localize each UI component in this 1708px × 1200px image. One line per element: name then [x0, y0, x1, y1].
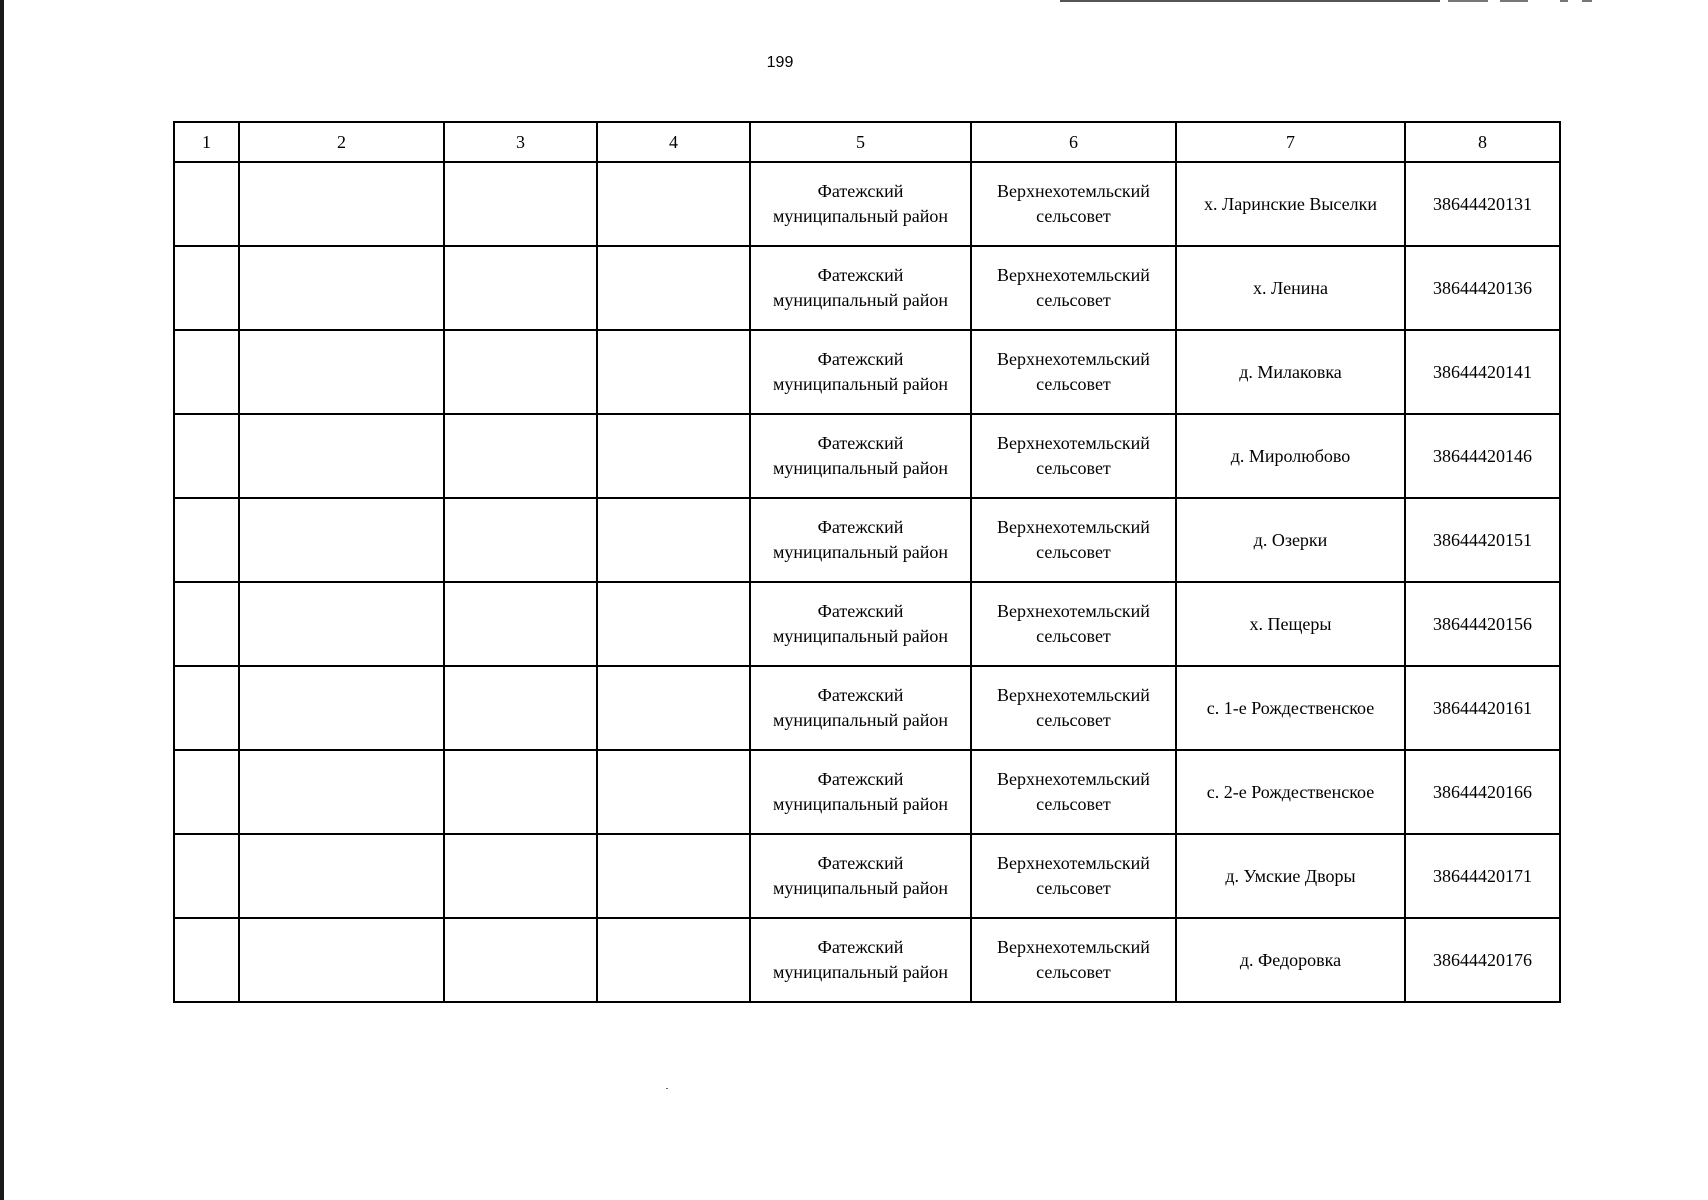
table-cell [597, 330, 750, 414]
district-cell: Фатежский муниципальный район [750, 834, 971, 918]
table-cell [444, 834, 597, 918]
table-cell [597, 750, 750, 834]
table-row [174, 918, 1560, 1002]
settlement-cell: д. Умские Дворы [1176, 834, 1405, 918]
table-cell [444, 750, 597, 834]
column-header: 7 [1176, 122, 1405, 162]
column-header: 5 [750, 122, 971, 162]
settlement-cell: д. Федоровка [1176, 918, 1405, 1002]
table-cell [174, 330, 239, 414]
scan-top-dash [1500, 0, 1528, 2]
page-number-text: 199 [766, 54, 794, 71]
district-cell: Фатежский муниципальный район [750, 498, 971, 582]
settlement-cell: д. Милаковка [1176, 330, 1405, 414]
table-cell [239, 414, 444, 498]
code-cell: 38644420146 [1405, 414, 1560, 498]
district-cell: Фатежский муниципальный район [750, 750, 971, 834]
table-cell [174, 498, 239, 582]
table-cell [239, 666, 444, 750]
table-row [174, 498, 1560, 582]
council-cell: Верхнехотемльский сельсовет [971, 498, 1176, 582]
table-cell [174, 246, 239, 330]
scan-speck [666, 1088, 668, 1089]
settlement-cell: д. Миролюбово [1176, 414, 1405, 498]
code-cell: 38644420176 [1405, 918, 1560, 1002]
column-header: 2 [239, 122, 444, 162]
table-cell [174, 834, 239, 918]
table-cell [444, 414, 597, 498]
table-cell [597, 666, 750, 750]
scan-left-edge [0, 0, 4, 1200]
code-cell: 38644420161 [1405, 666, 1560, 750]
table-cell [444, 498, 597, 582]
table-row [174, 750, 1560, 834]
table-cell [239, 330, 444, 414]
council-cell: Верхнехотемльский сельсовет [971, 162, 1176, 246]
table-row [174, 414, 1560, 498]
district-cell: Фатежский муниципальный район [750, 330, 971, 414]
district-cell: Фатежский муниципальный район [750, 246, 971, 330]
council-cell: Верхнехотемльский сельсовет [971, 582, 1176, 666]
table-cell [174, 414, 239, 498]
column-header: 8 [1405, 122, 1560, 162]
table-row [174, 246, 1560, 330]
district-cell: Фатежский муниципальный район [750, 666, 971, 750]
table-row [174, 834, 1560, 918]
table-cell [239, 582, 444, 666]
district-cell: Фатежский муниципальный район [750, 414, 971, 498]
table-cell [174, 750, 239, 834]
table-cell [174, 666, 239, 750]
table-header-row [174, 122, 1560, 162]
scan-top-line [1060, 0, 1440, 2]
settlement-cell: д. Озерки [1176, 498, 1405, 582]
table-cell [444, 666, 597, 750]
table-cell [174, 582, 239, 666]
table-cell [444, 582, 597, 666]
table-row [174, 666, 1560, 750]
table-row [174, 162, 1560, 246]
council-cell: Верхнехотемльский сельсовет [971, 330, 1176, 414]
scan-top-dash [1560, 0, 1568, 2]
table-cell [444, 918, 597, 1002]
table-cell [174, 918, 239, 1002]
code-cell: 38644420151 [1405, 498, 1560, 582]
settlement-cell: х. Ларинские Выселки [1176, 162, 1405, 246]
code-cell: 38644420141 [1405, 330, 1560, 414]
table-row [174, 582, 1560, 666]
table-cell [239, 750, 444, 834]
table-cell [444, 162, 597, 246]
settlement-cell: х. Пещеры [1176, 582, 1405, 666]
table-cell [597, 414, 750, 498]
council-cell: Верхнехотемльский сельсовет [971, 246, 1176, 330]
table-cell [597, 498, 750, 582]
table-cell [239, 834, 444, 918]
settlement-cell: х. Ленина [1176, 246, 1405, 330]
council-cell: Верхнехотемльский сельсовет [971, 834, 1176, 918]
table-cell [239, 498, 444, 582]
settlement-cell: с. 2-е Рождественское [1176, 750, 1405, 834]
code-cell: 38644420171 [1405, 834, 1560, 918]
column-header: 1 [174, 122, 239, 162]
table-cell [597, 834, 750, 918]
scan-top-dash [1448, 0, 1488, 2]
table-cell [444, 246, 597, 330]
table-cell [597, 162, 750, 246]
column-header: 6 [971, 122, 1176, 162]
table-cell [444, 330, 597, 414]
page-number [0, 54, 1708, 72]
code-cell: 38644420131 [1405, 162, 1560, 246]
district-cell: Фатежский муниципальный район [750, 918, 971, 1002]
table-cell [597, 918, 750, 1002]
column-header: 3 [444, 122, 597, 162]
table-cell [239, 918, 444, 1002]
code-cell: 38644420166 [1405, 750, 1560, 834]
settlements-table [173, 121, 1561, 1003]
scan-top-dash [1582, 0, 1592, 2]
district-cell: Фатежский муниципальный район [750, 582, 971, 666]
table-cell [239, 246, 444, 330]
table-cell [239, 162, 444, 246]
council-cell: Верхнехотемльский сельсовет [971, 750, 1176, 834]
table-cell [597, 582, 750, 666]
code-cell: 38644420156 [1405, 582, 1560, 666]
settlement-cell: с. 1-е Рождественское [1176, 666, 1405, 750]
council-cell: Верхнехотемльский сельсовет [971, 414, 1176, 498]
council-cell: Верхнехотемльский сельсовет [971, 918, 1176, 1002]
table-cell [174, 162, 239, 246]
table-cell [597, 246, 750, 330]
council-cell: Верхнехотемльский сельсовет [971, 666, 1176, 750]
column-header: 4 [597, 122, 750, 162]
district-cell: Фатежский муниципальный район [750, 162, 971, 246]
code-cell: 38644420136 [1405, 246, 1560, 330]
table-row [174, 330, 1560, 414]
